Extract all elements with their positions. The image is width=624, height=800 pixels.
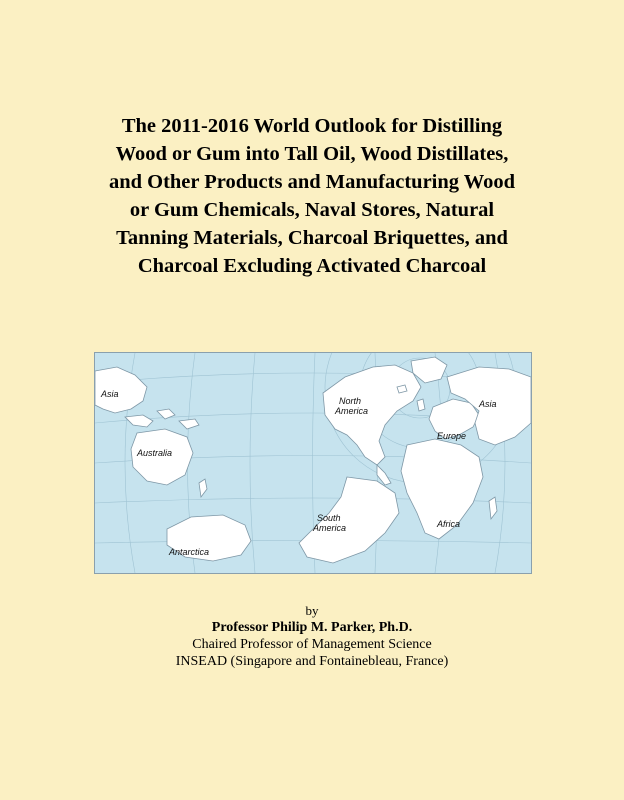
title-line-5: Tanning Materials, Charcoal Briquettes, and <box>116 227 508 249</box>
title-line-3: and Other Products and Manufacturing Wood <box>108 171 516 193</box>
map-label-south-america-line2: America <box>313 523 347 533</box>
map-label-asia-left: Asia <box>101 389 119 399</box>
book-title <box>40 112 584 280</box>
author-affiliation: INSEAD (Singapore and Fontainebleau, France) <box>175 654 449 669</box>
world-map-graphic <box>95 353 531 573</box>
byline-by: by <box>305 603 319 618</box>
map-label-antarctica: Antarctica <box>169 547 210 557</box>
title-line-2: Wood or Gum into Tall Oil, Wood Distillates, <box>115 143 509 165</box>
map-label-north-america-line2: America <box>335 406 369 416</box>
title-line-6: Charcoal Excluding Activated Charcoal <box>137 255 487 277</box>
author-name: Professor Philip M. Parker, Ph.D. <box>211 620 413 635</box>
map-label-asia-right: Asia <box>479 399 497 409</box>
map-label-australia: Australia <box>137 448 173 458</box>
author-role: Chaired Professor of Management Science <box>192 637 432 652</box>
title-line-4: or Gum Chemicals, Naval Stores, Natural <box>129 199 495 221</box>
landmass-new-zealand <box>199 479 207 497</box>
byline <box>40 602 584 670</box>
landmass-south-america <box>299 477 399 563</box>
map-label-north-america-line1: North <box>339 396 362 406</box>
landmass-indonesia <box>125 415 153 427</box>
map-label-south-america-line1: South <box>317 513 341 523</box>
world-map <box>94 352 532 574</box>
map-label-africa: Africa <box>437 519 461 529</box>
map-label-europe: Europe <box>437 431 467 441</box>
landmass-madagascar <box>489 497 497 519</box>
title-line-1: The 2011-2016 World Outlook for Distilling <box>121 115 503 137</box>
